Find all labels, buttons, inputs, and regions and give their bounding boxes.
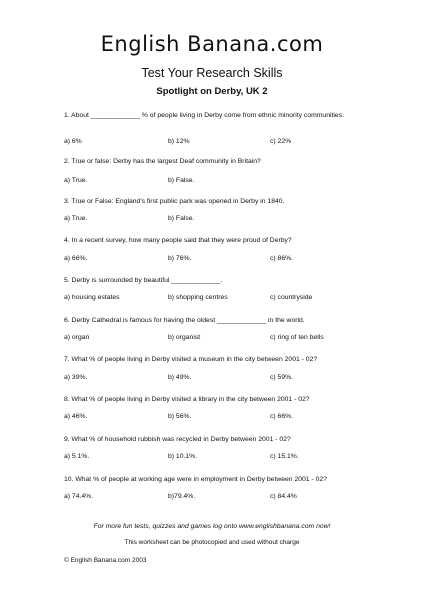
option-c: c) 86%.: [270, 255, 294, 262]
option-a: a) 46%.: [64, 413, 88, 420]
option-a: a) True.: [64, 177, 88, 184]
question-9-options: [64, 452, 364, 461]
option-a: a) 39%.: [64, 374, 88, 381]
question-8: 8. What % of people living in Derby visited a library in the city between 2001 - 02?: [64, 396, 310, 403]
question-1-options: [64, 137, 364, 146]
question-3-options: [64, 214, 364, 223]
option-a: a) organ: [64, 334, 90, 341]
question-4-options: [64, 254, 364, 263]
option-c: c) 22%: [270, 138, 292, 145]
question-8-options: [64, 412, 364, 421]
question-10-options: [64, 492, 364, 501]
question-5-options: [64, 293, 364, 302]
option-b: b) 10.1%.: [168, 453, 198, 460]
option-c: c) countryside: [270, 294, 313, 301]
option-b: b) False.: [168, 177, 195, 184]
option-c: c) 15.1%.: [270, 453, 299, 460]
option-c: c) 59%.: [270, 374, 294, 381]
option-b: b) 49%.: [168, 374, 192, 381]
option-b: b) 12%: [168, 138, 190, 145]
option-b: b) organist: [168, 334, 201, 341]
photocopy-note: This worksheet can be photocopied and used without charge: [124, 539, 300, 546]
option-a: a) 5.1%.: [64, 453, 90, 460]
question-6-options: [64, 333, 364, 342]
option-c: c) 66%.: [270, 413, 294, 420]
question-4: 4. In a recent survey, how many people said that they were proud of Derby?: [64, 237, 292, 244]
question-5: 5. Derby is surrounded by beautiful _____________.: [64, 277, 223, 284]
question-6: 6. Derby Cathedral is famous for having the oldest _____________ in the world.: [64, 317, 305, 324]
option-a: a) 6%: [64, 138, 82, 145]
question-10: 10. What % of people at working age were in employment in Derby between 2001 - 02?: [64, 476, 327, 483]
option-b: b) 56%.: [168, 413, 192, 420]
question-1: 1. About _____________ % of people living in Derby come from ethnic minority communities.: [64, 112, 344, 119]
question-7: 7. What % of people living in Derby visited a museum in the city between 2001 - 02?: [64, 356, 318, 363]
question-2: 2. True or false: Derby has the largest Deaf community in Britain?: [64, 158, 261, 165]
option-b: b) False.: [168, 215, 195, 222]
site-logo: English Banana.com: [100, 32, 324, 56]
option-a: a) 66%.: [64, 255, 88, 262]
question-2-options: [64, 176, 364, 185]
option-b: b) shopping centres: [168, 294, 228, 301]
page-subtitle: Spotlight on Derby, UK 2: [156, 86, 268, 97]
promo-text: For more fun tests, quizzes and games log onto www.englishbanana.com now!: [93, 523, 331, 530]
option-a: a) housing estates: [64, 294, 120, 301]
question-7-options: [64, 373, 364, 382]
copyright: © English Banana.com 2003: [64, 557, 147, 564]
option-c: c) 84.4%: [270, 493, 297, 500]
option-c: c) ring of ten bells: [270, 334, 324, 341]
option-b: b)79.4%.: [168, 493, 196, 500]
question-3: 3. True or False: England's first public park was opened in Derby in 1840.: [64, 198, 285, 205]
option-b: b) 76%.: [168, 255, 192, 262]
question-9: 9. What % of household rubbish was recycled in Derby between 2001 - 02?: [64, 436, 291, 443]
option-a: a) 74.4%.: [64, 493, 94, 500]
option-a: a) True.: [64, 215, 88, 222]
page-title: Test Your Research Skills: [141, 66, 283, 80]
